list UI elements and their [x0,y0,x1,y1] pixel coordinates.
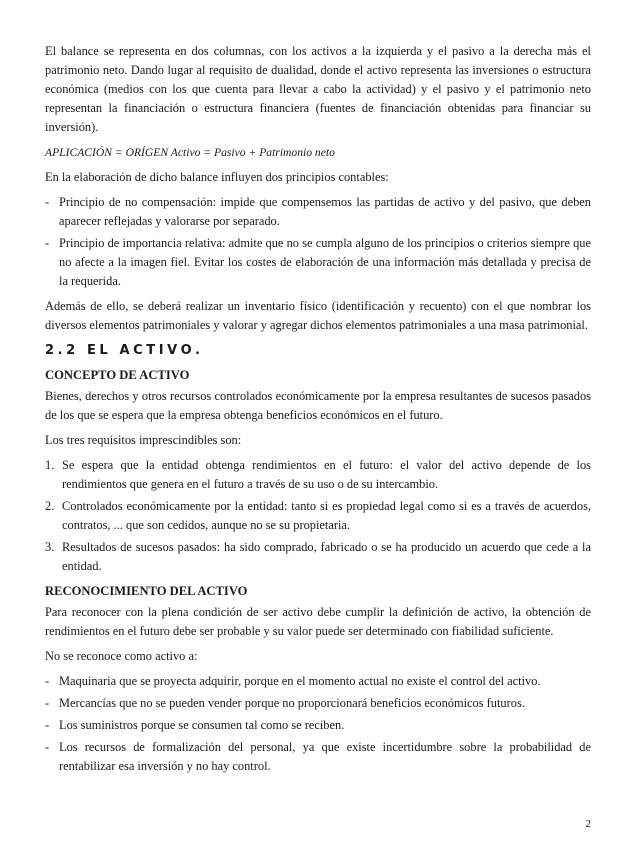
list-item [45,538,591,576]
list-item-text: Principio de importancia relativa: admite que no se cumpla alguno de los principios o criterios siempre que no afecte a la imagen fiel. Evitar los costes de elaboración de una información más detallada y precisa de la requerida. [59,236,591,288]
concept-heading: CONCEPTO DE ACTIVO [45,368,190,382]
recognition-heading: RECONOCIMIENTO DEL ACTIVO [45,584,248,598]
list-item [45,497,591,535]
page-number: 2 [585,818,591,830]
list-item-text: Los suministros porque se consumen tal como se reciben. [59,718,345,732]
balance-formula: APLICACIÓN = ORÍGEN Activo = Pasivo + Patrimonio neto [45,146,335,159]
list-item-text: Mercancías que no se pueden vender porque no proporcionará beneficios económicos futuros. [59,696,525,710]
dash-marker: - [45,674,50,688]
not-recognized-lead: No se reconoce como activo a: [45,649,198,663]
list-item [45,234,591,291]
recognition-paragraph: Para reconocer con la plena condición de ser activo debe cumplir la definición de activo, la obtención de rendimientos en el futuro debe ser probable y su valor puede ser determinado con fiabilidad suficiente. [45,605,591,638]
number-marker: 2. [45,499,55,513]
requirements-lead: Los tres requisitos imprescindibles son: [45,433,242,447]
not-recognized-list [45,672,591,776]
dash-marker: - [45,718,50,732]
number-marker: 3. [45,540,55,554]
requirements-list [45,456,591,576]
dash-marker: - [45,740,50,754]
principles-list [45,193,591,291]
page-content [45,42,591,782]
list-item-text: Maquinaria que se proyecta adquirir, porque en el momento actual no existe el control del activo. [59,674,541,688]
principles-lead: En la elaboración de dicho balance influyen dos principios contables: [45,170,389,184]
list-item-text: Controlados económicamente por la entidad: tanto si es propiedad legal como si es a través de acuerdos, contratos, ... que son cedidos, aunque no se su propietaria. [62,499,591,532]
list-item-text: Principio de no compensación: impide que compensemos las partidas de activo y del pasivo, que deben aparecer reflejadas y valorarse por separado. [59,195,591,228]
list-item [45,716,591,735]
dash-marker: - [45,236,50,250]
concept-paragraph: Bienes, derechos y otros recursos controlados económicamente por la empresa resultantes de sucesos pasados de los que se espera que la empresa obtenga beneficios económicos en el futuro. [45,389,591,422]
list-item [45,694,591,713]
balance-paragraph: El balance se representa en dos columnas, con los activos a la izquierda y el pasivo a la derecha más el patrimonio neto. Dando lugar al requisito de dualidad, donde el activo representa las inversiones o estructura económica (medios con los que cuenta para llevar a cabo la actividad) y el pasivo y el patrimonio neto representan la financiación o estructura financiera (fuentes de financiación obtenidas para financiar su inversión). [45,44,591,134]
list-item [45,738,591,776]
inventory-paragraph: Además de ello, se deberá realizar un inventario físico (identificación y recuento) con el que nombrar los diversos elementos patrimoniales y valorar y agregar dichos elementos patrimoniales a una masa patrimonial. [45,299,591,332]
list-item-text: Se espera que la entidad obtenga rendimientos en el futuro: el valor del activo depende de los rendimientos que genera en el futuro a través de su uso o de su intercambio. [62,458,591,491]
list-item-text: Los recursos de formalización del personal, ya que existe incertidumbre sobre la probabilidad de rentabilizar esa inversión y no hay control. [59,740,591,773]
list-item-text: Resultados de sucesos pasados: ha sido comprado, fabricado o se ha producido un acuerdo que cede a la entidad. [62,540,591,573]
dash-marker: - [45,195,50,209]
number-marker: 1. [45,458,55,472]
section-heading: 2.2 EL ACTIVO. [45,343,204,358]
list-item [45,456,591,494]
list-item [45,672,591,691]
list-item [45,193,591,231]
dash-marker: - [45,696,50,710]
